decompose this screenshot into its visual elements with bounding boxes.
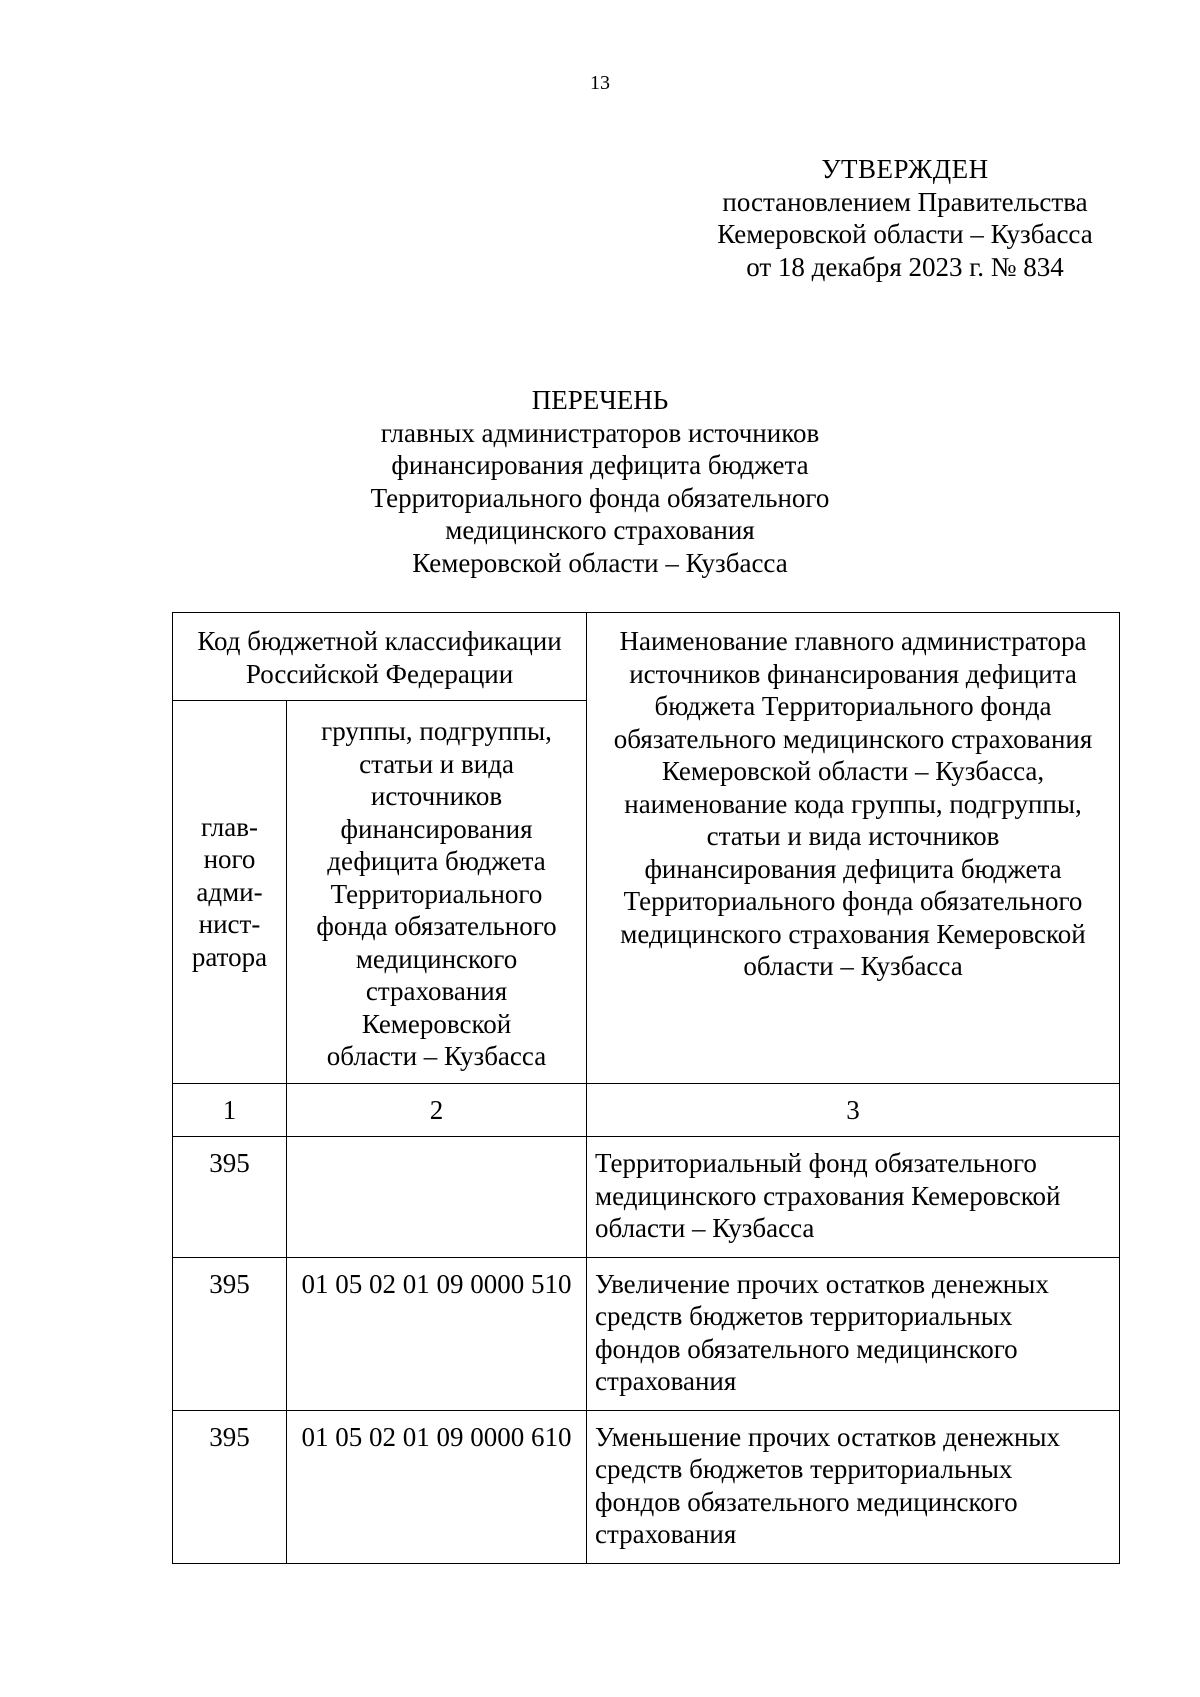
approval-title: УТВЕРЖДЕН <box>821 154 989 184</box>
header-group-column <box>287 701 587 1084</box>
cell-text-line: Территориального <box>330 878 543 909</box>
cell-text-line: области – Кузбасса <box>326 1041 547 1071</box>
cell-text-line: источников <box>370 781 503 811</box>
cell-text-line: статьи и вида источников <box>706 821 1000 851</box>
cell-text-line: Наименование главного администратора <box>619 626 1087 656</box>
column-number-3: 3 <box>587 1083 1120 1137</box>
document-title-line-3: Территориального фонда обязательного <box>370 482 830 513</box>
cell-text-line: обязательного медицинского страхования <box>613 723 1093 754</box>
cell-text-line: страхования <box>365 976 508 1006</box>
cell-text-line: бюджета Территориального фонда <box>654 691 1052 721</box>
approval-line-2: Кемеровской области – Кузбасса <box>717 219 1093 249</box>
header-admin-lines <box>173 811 286 974</box>
table-row <box>173 1410 1120 1563</box>
row-1-name <box>587 1137 1120 1258</box>
row-2-name <box>587 1257 1120 1410</box>
document-title-line-4: медицинского страхования <box>445 515 755 545</box>
table-row <box>173 1137 1120 1258</box>
header-code-group-line-2: Российской Федерации <box>245 658 514 689</box>
administrators-table <box>172 612 1120 1564</box>
cell-text-line: фондов обязательного медицинского <box>595 1333 1018 1364</box>
row-1-admin: 395 <box>173 1137 287 1258</box>
document-title-line-1: главных администраторов источников <box>380 417 820 448</box>
document-title-line-2: финансирования дефицита бюджета <box>391 450 809 480</box>
cell-text-line: ного <box>203 844 256 874</box>
cell-text-line: страхования <box>595 1519 737 1549</box>
table-header-row-1 <box>173 613 1120 701</box>
cell-text-line: дефицита бюджета <box>327 846 546 876</box>
approval-line-1: постановлением Правительства <box>722 186 1088 217</box>
cell-text-line: финансирования <box>340 813 533 844</box>
cell-text-line: медицинского страхования Кемеровской <box>595 1180 1061 1211</box>
approval-stamp <box>690 153 1120 283</box>
row-3-name <box>587 1410 1120 1563</box>
table-row <box>173 1257 1120 1410</box>
column-number-1: 1 <box>173 1083 287 1137</box>
header-name-column <box>587 613 1120 1084</box>
row-2-code: 01 05 02 01 09 0000 510 <box>287 1257 587 1410</box>
cell-text-line: нист- <box>198 909 261 939</box>
cell-text-line: страхования <box>595 1366 737 1396</box>
cell-text-line: медицинского страхования Кемеровской <box>620 918 1086 949</box>
cell-text-line: фондов обязательного медицинского <box>595 1486 1018 1517</box>
cell-text-line: статьи и вида <box>359 748 514 779</box>
row-3-admin: 395 <box>173 1410 287 1563</box>
row-1-code <box>287 1137 587 1258</box>
cell-text-line: медицинского <box>355 943 518 974</box>
header-code-group-line-1: Код бюджетной классификации <box>197 626 562 656</box>
row-2-admin: 395 <box>173 1257 287 1410</box>
column-numbers-row <box>173 1083 1120 1137</box>
cell-text-line: области – Кузбасса <box>595 1213 815 1243</box>
header-group-lines <box>287 701 586 1083</box>
cell-text-line: средств бюджетов территориальных <box>595 1454 1013 1484</box>
approval-line-3: от 18 декабря 2023 г. № 834 <box>746 251 1064 282</box>
cell-text-line: глав- <box>201 811 258 842</box>
cell-text-line: средств бюджетов территориальных <box>595 1301 1013 1331</box>
cell-text-line: финансирования дефицита бюджета <box>644 853 1062 884</box>
cell-text-line: Кемеровской области – Кузбасса, <box>661 756 1045 786</box>
cell-text-line: Увеличение прочих остатков денежных <box>595 1268 1049 1299</box>
cell-text-line: области – Кузбасса <box>743 951 963 981</box>
cell-text-line: Уменьшение прочих остатков денежных <box>595 1421 1061 1452</box>
header-code-group <box>173 613 587 701</box>
cell-text-line: фонда обязательного <box>316 911 557 941</box>
cell-text-line: Кемеровской <box>361 1008 512 1039</box>
cell-text-line: ратора <box>191 941 268 972</box>
page-number: 13 <box>590 72 610 94</box>
column-number-2: 2 <box>287 1083 587 1137</box>
cell-text-line: адми- <box>196 876 263 907</box>
cell-text-line: Территориальный фонд обязательного <box>595 1148 1037 1178</box>
document-title-heading: ПЕРЕЧЕНЬ <box>531 385 669 415</box>
row-3-code: 01 05 02 01 09 0000 610 <box>287 1410 587 1563</box>
cell-text-line: источников финансирования дефицита <box>629 658 1077 689</box>
cell-text-line: Территориального фонда обязательного <box>623 886 1083 916</box>
cell-text-line: наименование кода группы, подгруппы, <box>624 788 1082 819</box>
cell-text-line: группы, подгруппы, <box>321 716 552 746</box>
header-admin-column <box>173 701 287 1084</box>
header-name-lines <box>587 613 1119 993</box>
document-title <box>300 384 900 579</box>
document-title-line-5: Кемеровской области – Кузбасса <box>412 547 788 578</box>
